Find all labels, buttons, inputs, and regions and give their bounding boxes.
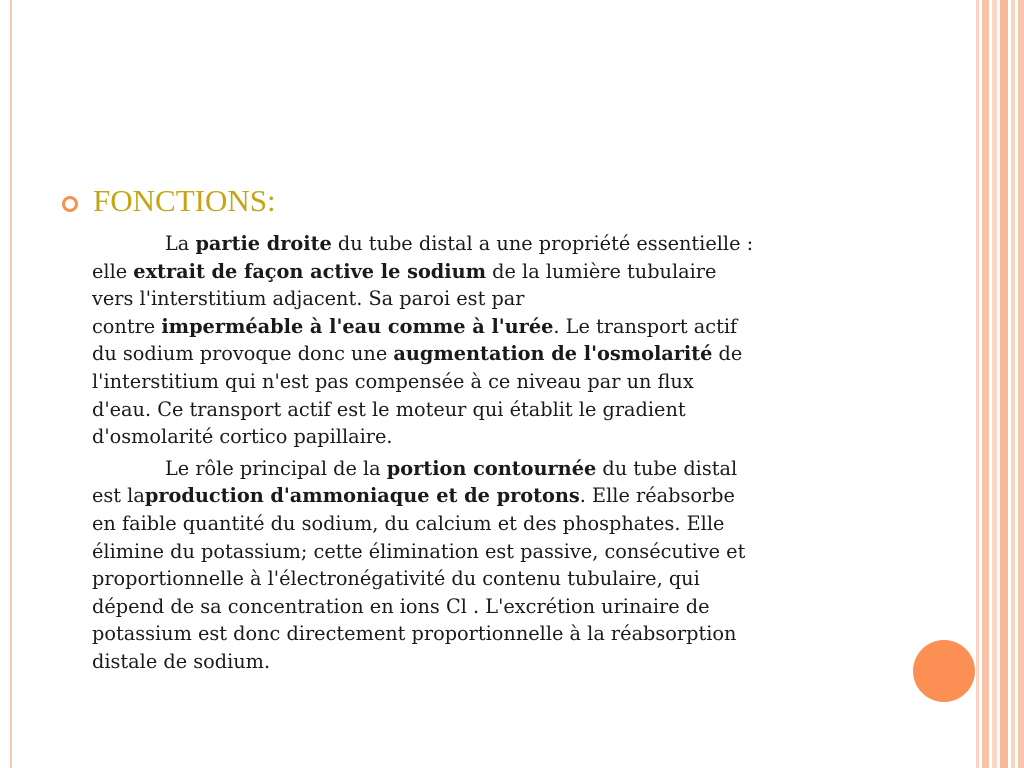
- text-line: du sodium provoque donc une augmentation de l'osmolarité de: [92, 342, 743, 366]
- bold-term: portion contournée: [386, 456, 597, 480]
- bold-term: imperméable à l'eau comme à l'urée: [161, 314, 554, 338]
- text-line: est laproduction d'ammoniaque et de protons. Elle réabsorbe: [92, 484, 735, 508]
- text-line: proportionnelle à l'électronégativité du contenu tubulaire, qui: [92, 567, 700, 591]
- text-line: vers l'interstitium adjacent. Sa paroi est par: [92, 287, 525, 311]
- text-line: distale de sodium.: [92, 649, 271, 673]
- right-stripe: [1000, 0, 1008, 768]
- text-line: d'eau. Ce transport actif est le moteur qui établit le gradient: [92, 397, 686, 421]
- text-line: d'osmolarité cortico papillaire.: [92, 425, 393, 449]
- text-line: elle extrait de façon active le sodium de la lumière tubulaire: [92, 259, 717, 283]
- right-stripe: [992, 0, 997, 768]
- slide-heading: FONCTIONS:: [93, 183, 276, 218]
- right-stripe: [1018, 0, 1024, 768]
- decorative-circle: [913, 640, 975, 702]
- text-line: l'interstitium qui n'est pas compensée à ce niveau par un flux: [92, 369, 694, 393]
- right-stripe: [976, 0, 979, 768]
- bold-term: extrait de façon active le sodium: [133, 259, 487, 283]
- right-stripe: [1011, 0, 1015, 768]
- bold-term: augmentation de l'osmolarité: [393, 342, 713, 366]
- text-line: élimine du potassium; cette élimination est passive, consécutive et: [92, 539, 746, 563]
- text-line: La partie droite du tube distal a une propriété essentielle :: [165, 232, 754, 255]
- bold-term: partie droite: [195, 232, 332, 255]
- text-line: potassium est donc directement proportionnelle à la réabsorption: [92, 622, 737, 646]
- left-border-line: [10, 0, 12, 768]
- text-line: en faible quantité du sodium, du calcium et des phosphates. Elle: [92, 511, 725, 535]
- right-stripe: [982, 0, 989, 768]
- text-line: Le rôle principal de la portion contournée du tube distal: [165, 456, 738, 480]
- bold-term: production d'ammoniaque et de protons: [144, 484, 580, 508]
- paragraph-portion-contournee: [92, 455, 887, 676]
- text-line: dépend de sa concentration en ions Cl . L'excrétion urinaire de: [92, 594, 710, 618]
- slide-body: [92, 230, 887, 676]
- bullet-ring-icon: [62, 196, 78, 212]
- text-line: contre imperméable à l'eau comme à l'urée. Le transport actif: [92, 314, 738, 338]
- paragraph-partie-droite: [92, 230, 887, 451]
